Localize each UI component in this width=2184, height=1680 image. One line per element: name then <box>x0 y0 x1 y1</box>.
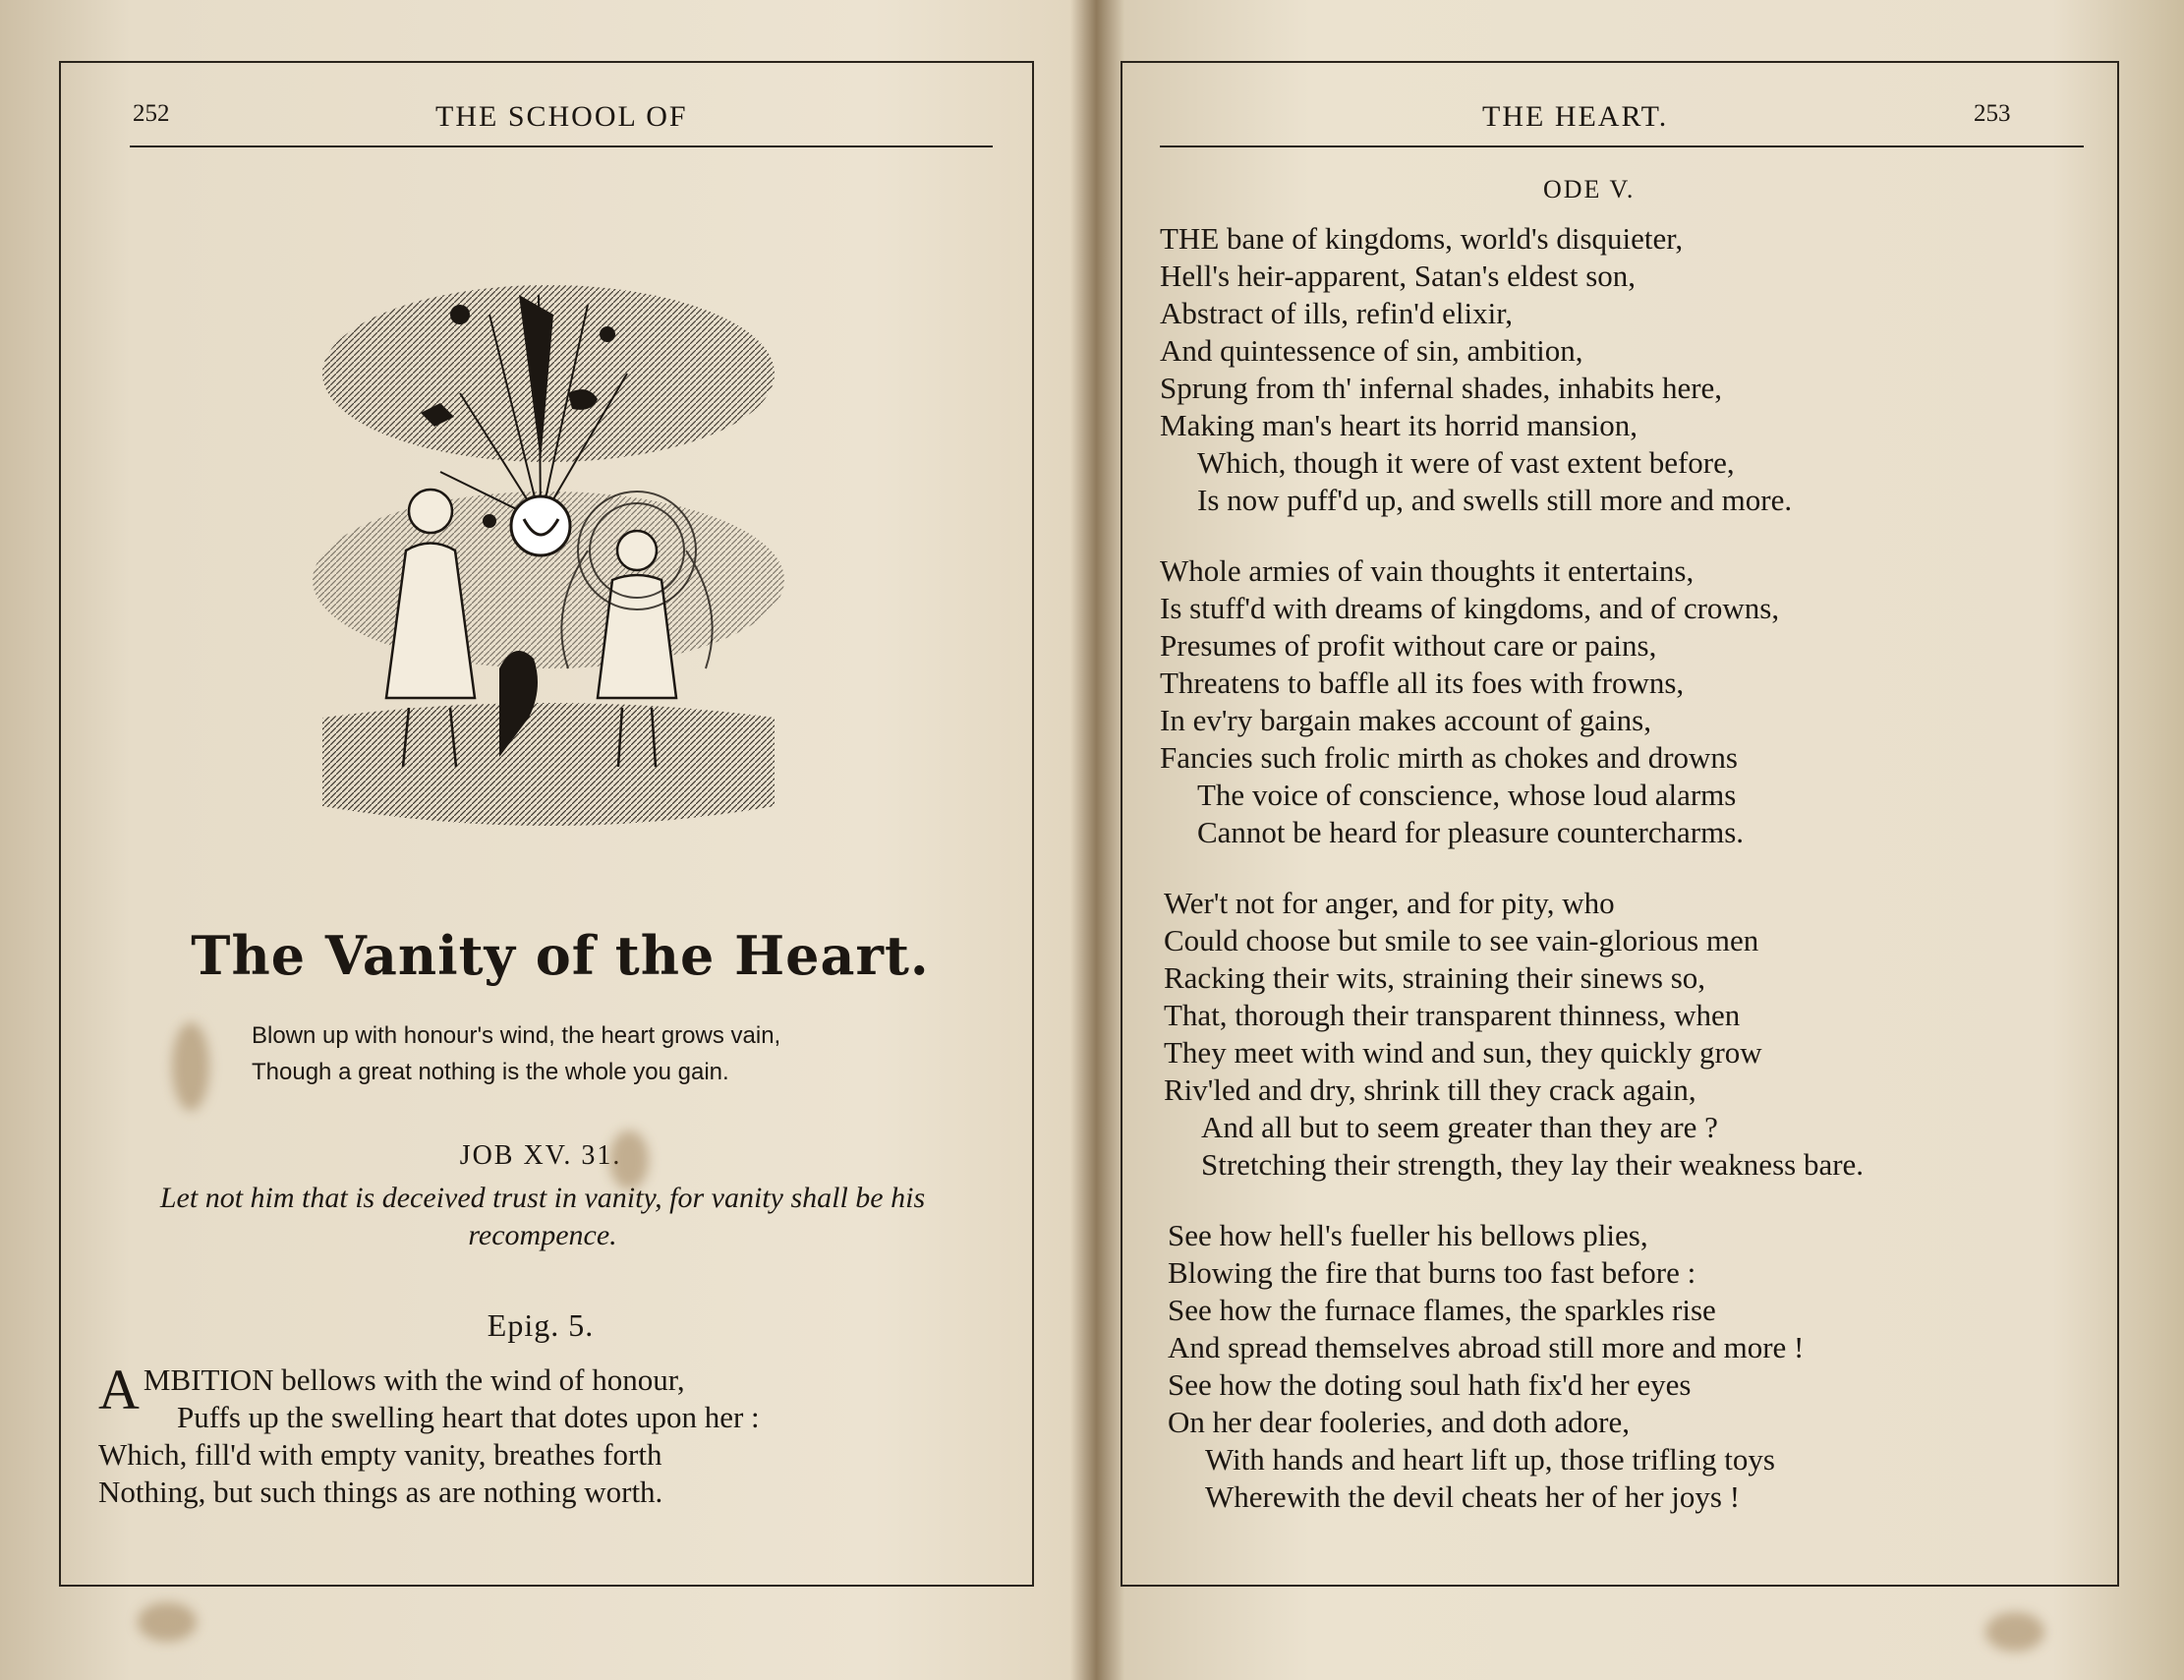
poem-line: Cannot be heard for pleasure countercharms. <box>1197 815 1745 849</box>
page-number: 253 <box>1974 100 2011 127</box>
poem-line: Stretching their strength, they lay their weakness bare. <box>1201 1147 1865 1182</box>
poem-line: On her dear fooleries, and doth adore, <box>1168 1405 1630 1439</box>
page-title: The Vanity of the Heart. <box>191 924 930 987</box>
epigram-line: Blown up with honour's wind, the heart grows vain, <box>252 1022 781 1049</box>
poem-line: See how the furnace flames, the sparkles rise <box>1168 1293 1716 1327</box>
foxing-stain <box>609 1130 649 1189</box>
poem-line: Threatens to baffle all its foes with frowns, <box>1160 666 1685 700</box>
poem-line: Nothing, but such things as are nothing worth. <box>98 1475 663 1509</box>
epigram-line: Though a great nothing is the whole you gain. <box>252 1059 729 1085</box>
poem-line: Fancies such frolic mirth as chokes and drowns <box>1160 740 1739 775</box>
poem-line: Presumes of profit without care or pains, <box>1160 628 1657 663</box>
poem-line: Is now puff'd up, and swells still more and more. <box>1197 483 1793 517</box>
poem-line: Abstract of ills, refin'd elixir, <box>1160 296 1514 330</box>
poem-line: And quintessence of sin, ambition, <box>1160 333 1583 368</box>
poem-line: Which, fill'd with empty vanity, breathes forth <box>98 1437 662 1472</box>
woodcut-illustration <box>313 256 784 845</box>
header-rule <box>1160 145 2084 147</box>
scripture-reference: JOB XV. 31. <box>459 1140 622 1171</box>
epigram-heading: Epig. 5. <box>487 1307 595 1343</box>
ode-stanza <box>1160 220 2103 519</box>
poem-line: Wer't not for anger, and for pity, who <box>1164 886 1615 920</box>
poem-line: MBITION bellows with the wind of honour, <box>143 1362 685 1397</box>
poem-line: Wherewith the devil cheats her of her joys ! <box>1205 1479 1741 1514</box>
right-page <box>1091 0 2184 1680</box>
poem-line: With hands and heart lift up, those trifling toys <box>1205 1442 1775 1477</box>
poem-line: See how hell's fueller his bellows plies, <box>1168 1218 1648 1252</box>
foxing-stain <box>1985 1612 2044 1651</box>
epigram <box>252 1017 780 1090</box>
drop-cap: A <box>98 1358 140 1421</box>
poem-line: Making man's heart its horrid mansion, <box>1160 408 1638 442</box>
header-rule <box>130 145 993 147</box>
epigram-poem <box>98 1358 983 1511</box>
poem-line: And spread themselves abroad still more and more ! <box>1168 1330 1805 1364</box>
poem-line: See how the doting soul hath fix'd her eyes <box>1168 1367 1692 1402</box>
ode-stanza <box>1164 885 2107 1184</box>
ode-stanza <box>1160 552 2103 851</box>
left-page <box>0 0 1081 1680</box>
poem-line: And all but to seem greater than they are ? <box>1201 1110 1718 1144</box>
page-number: 252 <box>133 100 170 127</box>
poem-line: THE bane of kingdoms, world's disquieter, <box>1160 221 1684 256</box>
poem-line: Blowing the fire that burns too fast before : <box>1168 1255 1696 1290</box>
poem-line: Racking their wits, straining their sinews so, <box>1164 960 1706 995</box>
poem-line: They meet with wind and sun, they quickly grow <box>1164 1035 1762 1070</box>
poem-line: That, thorough their transparent thinness, when <box>1164 998 1741 1032</box>
poem-line: Sprung from th' infernal shades, inhabits here, <box>1160 371 1723 405</box>
poem-line: Puffs up the swelling heart that dotes upon her : <box>177 1400 760 1434</box>
poem-line: Whole armies of vain thoughts it entertains, <box>1160 553 1695 588</box>
foxing-stain <box>138 1602 197 1642</box>
foxing-stain <box>172 1022 209 1111</box>
poem-line: Is stuff'd with dreams of kingdoms, and of crowns, <box>1160 591 1780 625</box>
poem-line: Hell's heir-apparent, Satan's eldest son, <box>1160 259 1637 293</box>
ode-heading: ODE V. <box>1543 175 1636 203</box>
poem-line: Riv'led and dry, shrink till they crack again, <box>1164 1072 1696 1107</box>
poem-line: The voice of conscience, whose loud alarms <box>1197 778 1737 812</box>
poem-line: Which, though it were of vast extent before, <box>1197 445 1735 480</box>
ode-stanza <box>1168 1217 2111 1516</box>
running-head: THE HEART. <box>1482 100 1669 133</box>
scripture-quote: Let not him that is deceived trust in vanity, for vanity shall be his recompence. <box>159 1182 926 1251</box>
poem-line: In ev'ry bargain makes account of gains, <box>1160 703 1651 737</box>
poem-line: Could choose but smile to see vain-glorious men <box>1164 923 1759 957</box>
running-head: THE SCHOOL OF <box>435 100 688 133</box>
